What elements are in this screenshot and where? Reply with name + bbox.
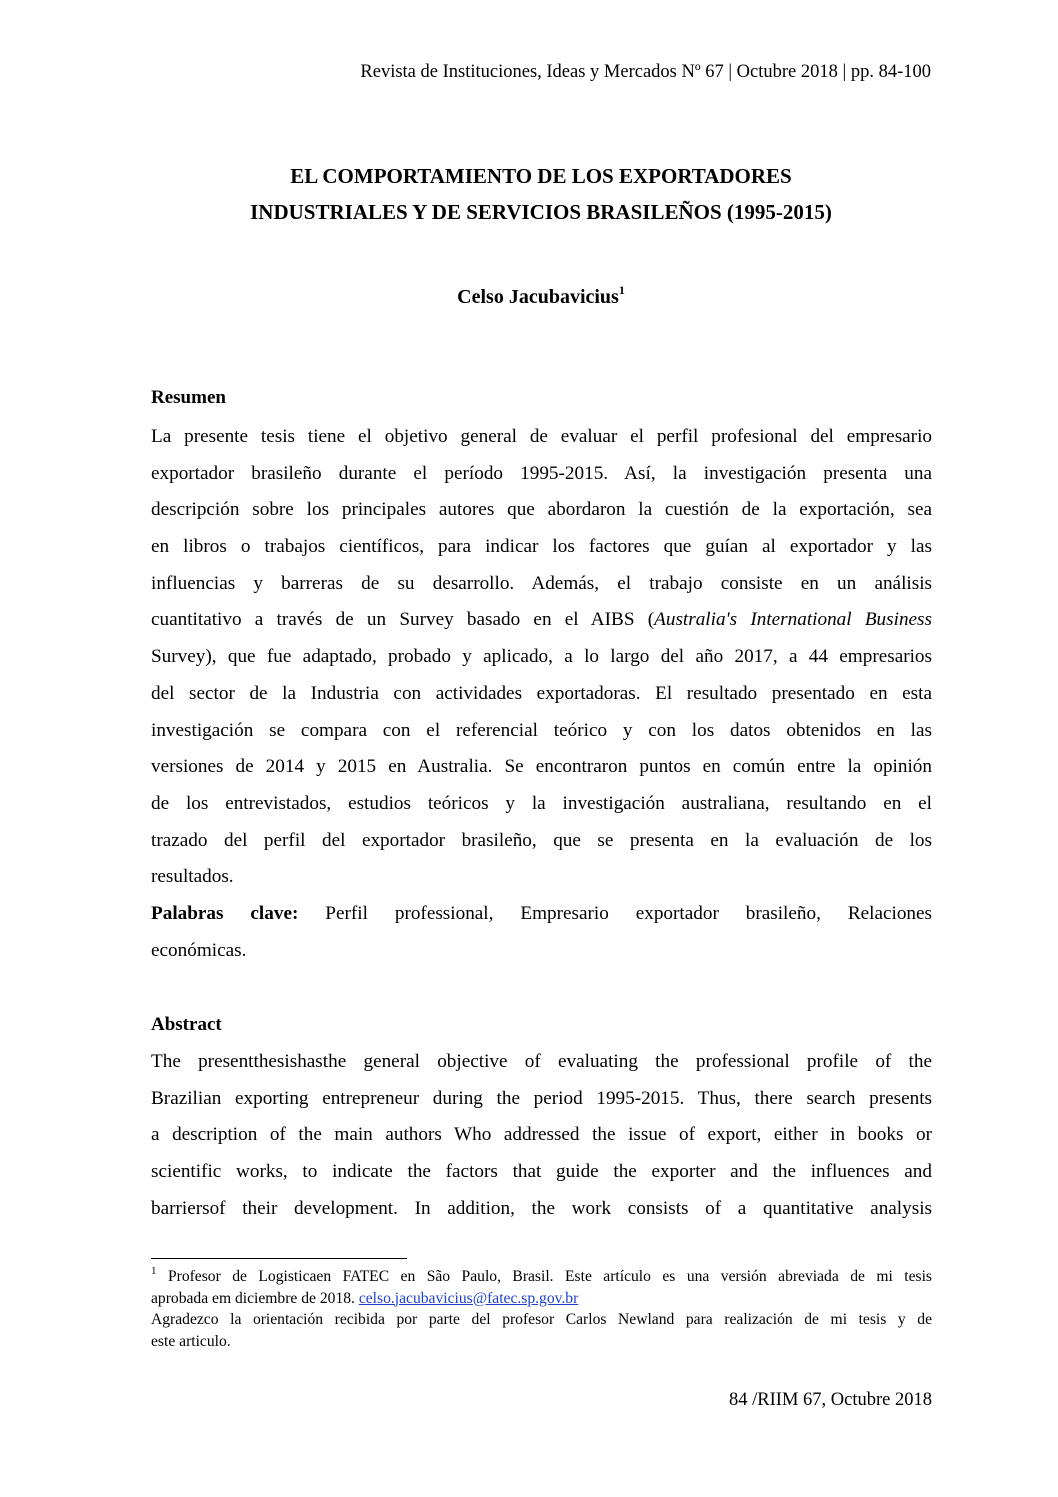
footnote-line-3: Agradezco la orientación recibida por parte del profesor Carlos Newland para realización de mi tesis y de: [151, 1311, 932, 1328]
resumen-line: exportador brasileño durante el período 1995-2015. Así, la investigación presenta una: [151, 462, 932, 484]
footnote: [151, 1266, 932, 1352]
resumen-line: descripción sobre los principales autores que abordaron la cuestión de la exportación, sea: [151, 499, 932, 521]
resumen-line: versiones de 2014 y 2015 en Australia. Se encontraron puntos en común entre la opinión: [151, 756, 932, 778]
keywords-line: [151, 896, 932, 933]
abstract-line: Brazilian exporting entrepreneur during the period 1995-2015. Thus, there search presents: [151, 1087, 932, 1109]
author-email-link[interactable]: celso.jacubavicius@fatec.sp.gov.br: [358, 1289, 579, 1307]
resumen-line: influencias y barreras de su desarrollo. Además, el trabajo consiste en un análisis: [151, 572, 932, 594]
title-line-2: INDUSTRIALES Y DE SERVICIOS BRASILEÑOS (1995-2015): [250, 200, 832, 224]
keywords-line-2: económicas.: [151, 939, 247, 961]
resumen-line-aibs-text: cuantitativo a través de un Survey basado en el AIBS (: [151, 609, 655, 631]
resumen-line-last: resultados.: [151, 866, 234, 888]
resumen-body: [151, 419, 932, 969]
resumen-line: Survey), que fue adaptado, probado y aplicado, a lo largo del año 2017, a 44 empresarios: [151, 646, 932, 668]
footnote-mark: 1: [151, 1265, 157, 1277]
author-text: Celso Jacubavicius: [457, 286, 619, 308]
footnote-line-2-text: aprobada em diciembre de 2018.: [151, 1289, 359, 1307]
resumen-line: investigación se compara con el referencial teórico y con los datos obtenidos en las: [151, 719, 932, 741]
running-header: Revista de Instituciones, Ideas y Mercados Nº 67 | Octubre 2018 | pp. 84-100: [360, 62, 931, 82]
resumen-line: de los entrevistados, estudios teóricos y la investigación australiana, resultando en el: [151, 792, 932, 814]
page-footer: 84 /RIIM 67, Octubre 2018: [729, 1390, 932, 1410]
footnote-line-4: este articulo.: [151, 1332, 231, 1350]
footnote-line-1-text: Profesor de Logisticaen FATEC en São Paulo, Brasil. Este artículo es una versión abreviada de mi tesis: [167, 1268, 932, 1285]
keywords-text: Perfil professional, Empresario exportador brasileño, Relaciones: [325, 902, 932, 924]
resumen-heading: Resumen: [151, 387, 226, 408]
article-title: [150, 158, 932, 230]
resumen-line: del sector de la Industria con actividades exportadoras. El resultado presentado en esta: [151, 682, 932, 704]
abstract-body: [151, 1044, 932, 1227]
footnote-line-2: [151, 1288, 932, 1310]
resumen-line: en libros o trabajos científicos, para indicar los factores que guían al exportador y las: [151, 536, 932, 558]
abstract-line: scientific works, to indicate the factors that guide the exporter and the influences and: [151, 1161, 932, 1183]
abstract-heading: Abstract: [151, 1014, 222, 1035]
title-line-1: EL COMPORTAMIENTO DE LOS EXPORTADORES: [290, 164, 792, 188]
abstract-line: a description of the main authors Who addressed the issue of export, either in books or: [151, 1124, 932, 1146]
resumen-line-aibs: [151, 602, 932, 639]
keywords-label: Palabras clave:: [151, 902, 299, 924]
author-footnote-mark: 1: [618, 283, 625, 297]
author-name: [150, 283, 932, 309]
aibs-italic-title: Australia's International Business: [654, 609, 932, 631]
footnote-line-1: [151, 1266, 932, 1288]
abstract-line: The presentthesishasthe general objective of evaluating the professional profile of the: [151, 1051, 932, 1072]
footnote-divider: [151, 1258, 407, 1259]
resumen-line: trazado del perfil del exportador brasileño, que se presenta en la evaluación de los: [151, 829, 932, 851]
abstract-line: barriersof their development. In addition, the work consists of a quantitative analysis: [151, 1197, 932, 1219]
resumen-line: La presente tesis tiene el objetivo general de evaluar el perfil profesional del empresario: [151, 426, 932, 447]
